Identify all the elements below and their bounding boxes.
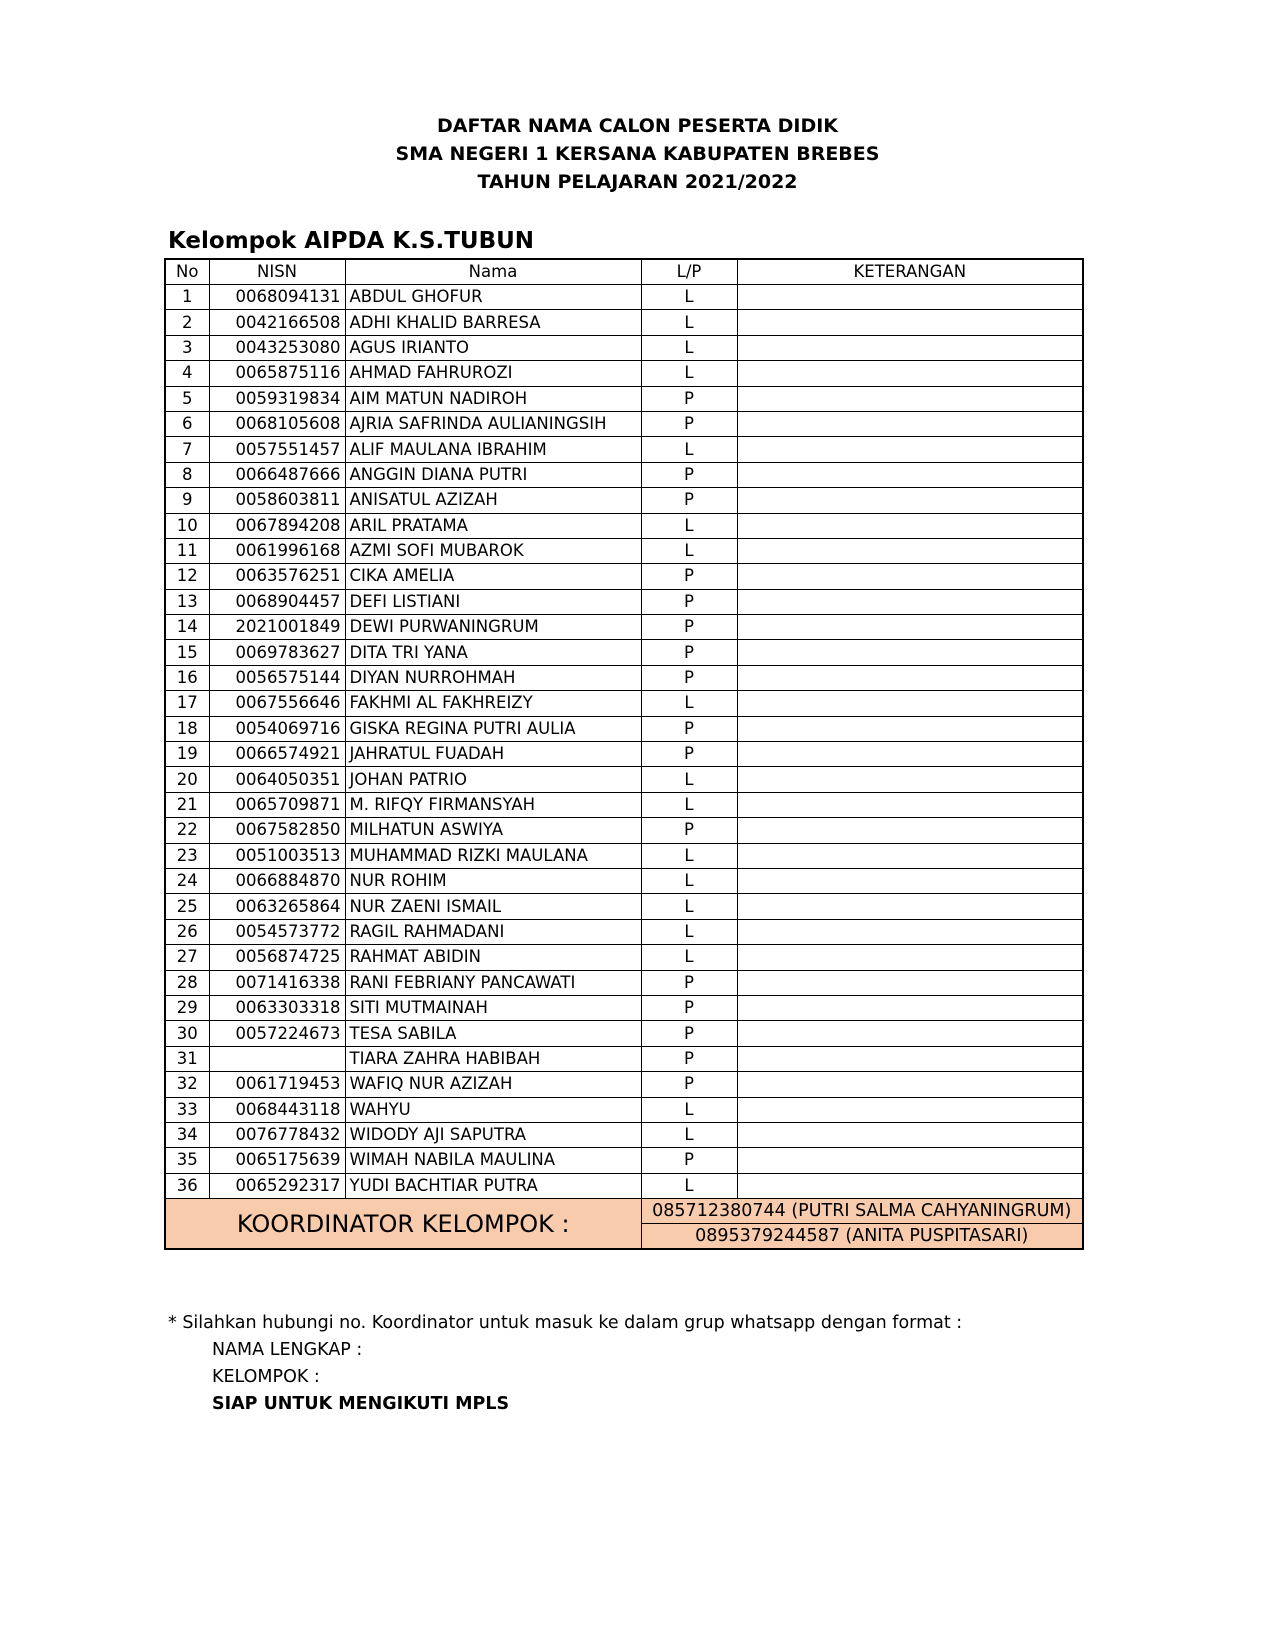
row-nama: JOHAN PATRIO xyxy=(345,767,641,792)
row-lp: L xyxy=(641,538,737,563)
table-row xyxy=(165,716,1083,741)
header-line-3: TAHUN PELAJARAN 2021/2022 xyxy=(477,171,798,193)
row-no: 32 xyxy=(165,1072,209,1097)
row-no: 17 xyxy=(165,691,209,716)
row-lp: L xyxy=(641,691,737,716)
row-lp: P xyxy=(641,818,737,843)
row-no: 18 xyxy=(165,716,209,741)
row-nama: DIYAN NURROHMAH xyxy=(345,665,641,690)
table-row xyxy=(165,1021,1083,1046)
row-lp: P xyxy=(641,995,737,1020)
row-no: 9 xyxy=(165,488,209,513)
row-keterangan xyxy=(737,488,1083,513)
table-row xyxy=(165,767,1083,792)
row-no: 3 xyxy=(165,335,209,360)
table-row xyxy=(165,589,1083,614)
table-row xyxy=(165,1148,1083,1173)
table-row xyxy=(165,1122,1083,1147)
row-keterangan xyxy=(737,1173,1083,1198)
col-header-no: No xyxy=(165,259,209,285)
row-keterangan xyxy=(737,564,1083,589)
row-no: 26 xyxy=(165,919,209,944)
row-nisn: 0058603811 xyxy=(209,488,345,513)
row-nisn: 0063265864 xyxy=(209,894,345,919)
row-nama: WAHYU xyxy=(345,1097,641,1122)
row-lp: L xyxy=(641,868,737,893)
row-nisn: 0067894208 xyxy=(209,513,345,538)
table-row xyxy=(165,361,1083,386)
row-no: 2 xyxy=(165,310,209,335)
instructions xyxy=(168,1310,962,1418)
row-lp: L xyxy=(641,894,737,919)
row-nama: TIARA ZAHRA HABIBAH xyxy=(345,1046,641,1071)
row-keterangan xyxy=(737,843,1083,868)
table-row xyxy=(165,894,1083,919)
row-lp: P xyxy=(641,411,737,436)
row-no: 15 xyxy=(165,640,209,665)
col-header-nama: Nama xyxy=(345,259,641,285)
row-no: 11 xyxy=(165,538,209,563)
row-keterangan xyxy=(737,615,1083,640)
row-nisn: 0068105608 xyxy=(209,411,345,436)
row-keterangan xyxy=(737,894,1083,919)
row-nama: YUDI BACHTIAR PUTRA xyxy=(345,1173,641,1198)
table-row xyxy=(165,538,1083,563)
row-keterangan xyxy=(737,310,1083,335)
table-row xyxy=(165,742,1083,767)
table-row xyxy=(165,1046,1083,1071)
row-no: 28 xyxy=(165,970,209,995)
table-row xyxy=(165,285,1083,310)
row-no: 30 xyxy=(165,1021,209,1046)
row-nama: RAHMAT ABIDIN xyxy=(345,945,641,970)
row-nama: NUR ROHIM xyxy=(345,868,641,893)
header-line-2: SMA NEGERI 1 KERSANA KABUPATEN BREBES xyxy=(395,143,880,165)
row-no: 24 xyxy=(165,868,209,893)
row-nama: ALIF MAULANA IBRAHIM xyxy=(345,437,641,462)
row-no: 36 xyxy=(165,1173,209,1198)
row-lp: L xyxy=(641,285,737,310)
table-row xyxy=(165,868,1083,893)
row-lp: P xyxy=(641,716,737,741)
coordinator-contact-2: 0895379244587 (ANITA PUSPITASARI) xyxy=(641,1224,1083,1250)
row-lp: P xyxy=(641,564,737,589)
row-nisn: 0056874725 xyxy=(209,945,345,970)
row-nama: GISKA REGINA PUTRI AULIA xyxy=(345,716,641,741)
row-keterangan xyxy=(737,285,1083,310)
row-nisn: 0069783627 xyxy=(209,640,345,665)
row-keterangan xyxy=(737,665,1083,690)
row-nama: DEWI PURWANINGRUM xyxy=(345,615,641,640)
student-table xyxy=(164,258,1084,1250)
row-lp: P xyxy=(641,970,737,995)
row-nisn: 0066884870 xyxy=(209,868,345,893)
row-nama: ANISATUL AZIZAH xyxy=(345,488,641,513)
row-nama: ARIL PRATAMA xyxy=(345,513,641,538)
table-row xyxy=(165,843,1083,868)
row-nama: AJRIA SAFRINDA AULIANINGSIH xyxy=(345,411,641,436)
format-nama-lengkap: NAMA LENGKAP : xyxy=(212,1340,363,1360)
row-nisn: 0065709871 xyxy=(209,792,345,817)
row-no: 21 xyxy=(165,792,209,817)
row-no: 33 xyxy=(165,1097,209,1122)
row-lp: P xyxy=(641,640,737,665)
row-nama: JAHRATUL FUADAH xyxy=(345,742,641,767)
row-keterangan xyxy=(737,589,1083,614)
row-keterangan xyxy=(737,335,1083,360)
table-row xyxy=(165,335,1083,360)
row-no: 12 xyxy=(165,564,209,589)
row-nisn: 0076778432 xyxy=(209,1122,345,1147)
row-keterangan xyxy=(737,462,1083,487)
row-keterangan xyxy=(737,792,1083,817)
row-lp: P xyxy=(641,1072,737,1097)
row-nisn: 0063303318 xyxy=(209,995,345,1020)
table-row xyxy=(165,792,1083,817)
row-lp: L xyxy=(641,792,737,817)
row-nama: DEFI LISTIANI xyxy=(345,589,641,614)
table-row xyxy=(165,488,1083,513)
row-nama: FAKHMI AL FAKHREIZY xyxy=(345,691,641,716)
row-lp: P xyxy=(641,1021,737,1046)
row-no: 7 xyxy=(165,437,209,462)
row-lp: P xyxy=(641,488,737,513)
row-lp: P xyxy=(641,615,737,640)
row-lp: L xyxy=(641,437,737,462)
row-nisn: 0043253080 xyxy=(209,335,345,360)
row-nisn: 0057551457 xyxy=(209,437,345,462)
row-keterangan xyxy=(737,970,1083,995)
row-nama: ANGGIN DIANA PUTRI xyxy=(345,462,641,487)
row-no: 14 xyxy=(165,615,209,640)
row-keterangan xyxy=(737,1046,1083,1071)
row-lp: P xyxy=(641,1046,737,1071)
row-keterangan xyxy=(737,437,1083,462)
row-nisn: 0061719453 xyxy=(209,1072,345,1097)
row-nisn: 0068904457 xyxy=(209,589,345,614)
row-nisn xyxy=(209,1046,345,1071)
row-nisn: 0054069716 xyxy=(209,716,345,741)
row-no: 1 xyxy=(165,285,209,310)
row-nisn: 0068443118 xyxy=(209,1097,345,1122)
row-no: 20 xyxy=(165,767,209,792)
row-nisn: 0066487666 xyxy=(209,462,345,487)
row-no: 6 xyxy=(165,411,209,436)
row-nisn: 0061996168 xyxy=(209,538,345,563)
table-row xyxy=(165,386,1083,411)
row-lp: L xyxy=(641,1122,737,1147)
row-lp: P xyxy=(641,742,737,767)
row-lp: P xyxy=(641,589,737,614)
col-header-lp: L/P xyxy=(641,259,737,285)
row-keterangan xyxy=(737,640,1083,665)
row-nisn: 0065175639 xyxy=(209,1148,345,1173)
row-keterangan xyxy=(737,767,1083,792)
table-row xyxy=(165,1072,1083,1097)
row-no: 8 xyxy=(165,462,209,487)
row-nisn: 0057224673 xyxy=(209,1021,345,1046)
table-row xyxy=(165,564,1083,589)
col-header-nisn: NISN xyxy=(209,259,345,285)
format-kelompok: KELOMPOK : xyxy=(212,1367,320,1387)
table-row xyxy=(165,411,1083,436)
table-row xyxy=(165,310,1083,335)
table-row xyxy=(165,1097,1083,1122)
row-nisn: 0067582850 xyxy=(209,818,345,843)
table-row xyxy=(165,1173,1083,1198)
row-no: 22 xyxy=(165,818,209,843)
table-row xyxy=(165,640,1083,665)
row-nama: RANI FEBRIANY PANCAWATI xyxy=(345,970,641,995)
table-row xyxy=(165,615,1083,640)
table-row xyxy=(165,945,1083,970)
row-keterangan xyxy=(737,1021,1083,1046)
row-lp: L xyxy=(641,1097,737,1122)
row-no: 5 xyxy=(165,386,209,411)
row-lp: P xyxy=(641,665,737,690)
row-no: 23 xyxy=(165,843,209,868)
row-lp: L xyxy=(641,513,737,538)
header-line-1: DAFTAR NAMA CALON PESERTA DIDIK xyxy=(436,115,839,137)
coordinator-label: KOORDINATOR KELOMPOK : xyxy=(165,1199,641,1250)
row-nisn: 0068094131 xyxy=(209,285,345,310)
row-keterangan xyxy=(737,513,1083,538)
row-nama: DITA TRI YANA xyxy=(345,640,641,665)
row-keterangan xyxy=(737,1122,1083,1147)
row-no: 29 xyxy=(165,995,209,1020)
table-row xyxy=(165,818,1083,843)
row-lp: L xyxy=(641,1173,737,1198)
row-nisn: 0064050351 xyxy=(209,767,345,792)
format-siap-mpls: SIAP UNTUK MENGIKUTI MPLS xyxy=(212,1394,510,1414)
row-nama: AHMAD FAHRUROZI xyxy=(345,361,641,386)
col-header-keterangan: KETERANGAN xyxy=(737,259,1083,285)
row-keterangan xyxy=(737,361,1083,386)
table-row xyxy=(165,462,1083,487)
row-keterangan xyxy=(737,919,1083,944)
row-nama: ADHI KHALID BARRESA xyxy=(345,310,641,335)
table-row xyxy=(165,970,1083,995)
row-lp: L xyxy=(641,310,737,335)
row-no: 35 xyxy=(165,1148,209,1173)
table-row xyxy=(165,437,1083,462)
row-keterangan xyxy=(737,995,1083,1020)
row-nama: SITI MUTMAINAH xyxy=(345,995,641,1020)
row-nisn: 0065875116 xyxy=(209,361,345,386)
row-keterangan xyxy=(737,868,1083,893)
table-row xyxy=(165,691,1083,716)
row-nisn: 0066574921 xyxy=(209,742,345,767)
row-no: 27 xyxy=(165,945,209,970)
table-row xyxy=(165,919,1083,944)
coordinator-contact-1: 085712380744 (PUTRI SALMA CAHYANINGRUM) xyxy=(641,1199,1083,1224)
table-row xyxy=(165,513,1083,538)
row-keterangan xyxy=(737,742,1083,767)
row-lp: L xyxy=(641,919,737,944)
row-lp: P xyxy=(641,386,737,411)
row-nisn: 0051003513 xyxy=(209,843,345,868)
row-no: 25 xyxy=(165,894,209,919)
row-keterangan xyxy=(737,538,1083,563)
table-row xyxy=(165,995,1083,1020)
row-no: 34 xyxy=(165,1122,209,1147)
row-nama: ABDUL GHOFUR xyxy=(345,285,641,310)
row-nama: MUHAMMAD RIZKI MAULANA xyxy=(345,843,641,868)
row-nisn: 0065292317 xyxy=(209,1173,345,1198)
row-keterangan xyxy=(737,1072,1083,1097)
row-keterangan xyxy=(737,716,1083,741)
row-nama: MILHATUN ASWIYA xyxy=(345,818,641,843)
row-keterangan xyxy=(737,691,1083,716)
row-no: 4 xyxy=(165,361,209,386)
row-lp: L xyxy=(641,361,737,386)
row-nisn: 0071416338 xyxy=(209,970,345,995)
row-keterangan xyxy=(737,386,1083,411)
row-lp: P xyxy=(641,1148,737,1173)
row-lp: L xyxy=(641,843,737,868)
row-lp: L xyxy=(641,335,737,360)
row-lp: L xyxy=(641,767,737,792)
row-nama: AGUS IRIANTO xyxy=(345,335,641,360)
row-nisn: 0054573772 xyxy=(209,919,345,944)
row-no: 16 xyxy=(165,665,209,690)
row-no: 13 xyxy=(165,589,209,614)
table-body xyxy=(165,285,1083,1199)
row-nama: M. RIFQY FIRMANSYAH xyxy=(345,792,641,817)
instruction-line-1: * Silahkan hubungi no. Koordinator untuk masuk ke dalam grup whatsapp dengan format : xyxy=(168,1313,963,1333)
coordinator-row-1 xyxy=(165,1199,1083,1224)
row-nama: CIKA AMELIA xyxy=(345,564,641,589)
row-keterangan xyxy=(737,1097,1083,1122)
row-lp: P xyxy=(641,462,737,487)
row-nama: AIM MATUN NADIROH xyxy=(345,386,641,411)
row-nisn: 2021001849 xyxy=(209,615,345,640)
row-no: 10 xyxy=(165,513,209,538)
row-nisn: 0056575144 xyxy=(209,665,345,690)
row-nisn: 0063576251 xyxy=(209,564,345,589)
row-keterangan xyxy=(737,818,1083,843)
row-nama: WAFIQ NUR AZIZAH xyxy=(345,1072,641,1097)
row-no: 19 xyxy=(165,742,209,767)
row-nisn: 0059319834 xyxy=(209,386,345,411)
table-header-row xyxy=(165,259,1083,285)
row-nama: NUR ZAENI ISMAIL xyxy=(345,894,641,919)
row-nisn: 0042166508 xyxy=(209,310,345,335)
row-nama: WIMAH NABILA MAULINA xyxy=(345,1148,641,1173)
row-no: 31 xyxy=(165,1046,209,1071)
row-keterangan xyxy=(737,1148,1083,1173)
document-header xyxy=(0,112,1275,196)
row-keterangan xyxy=(737,945,1083,970)
row-nama: RAGIL RAHMADANI xyxy=(345,919,641,944)
row-nama: AZMI SOFI MUBAROK xyxy=(345,538,641,563)
row-keterangan xyxy=(737,411,1083,436)
row-nisn: 0067556646 xyxy=(209,691,345,716)
group-title: Kelompok AIPDA K.S.TUBUN xyxy=(168,228,535,254)
row-lp: L xyxy=(641,945,737,970)
table-row xyxy=(165,665,1083,690)
row-nama: TESA SABILA xyxy=(345,1021,641,1046)
row-nama: WIDODY AJI SAPUTRA xyxy=(345,1122,641,1147)
